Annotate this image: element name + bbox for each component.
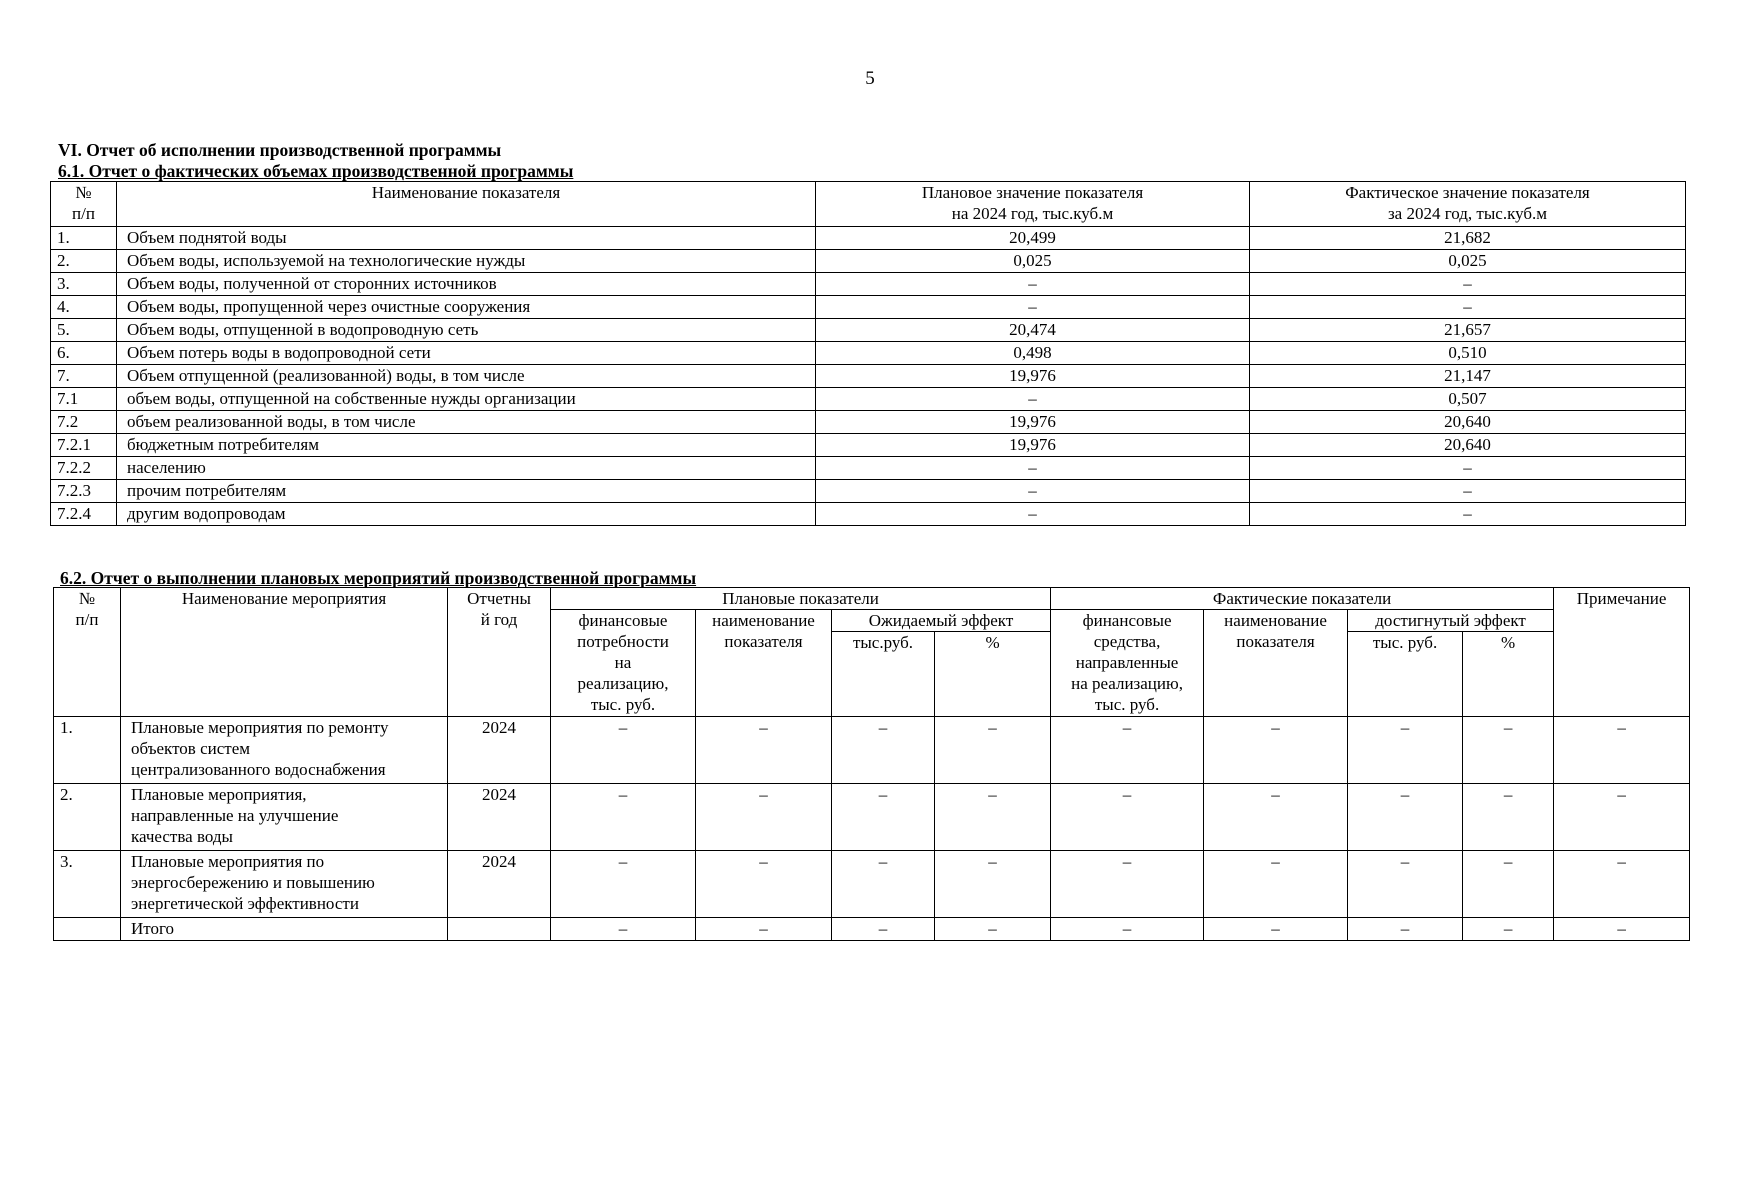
row-num: 5. [51, 319, 117, 342]
row-fact-value: 0,510 [1250, 342, 1686, 365]
row-fact-financial: – [1051, 717, 1204, 784]
row-indicator-name: объем реализованной воды, в том числе [117, 411, 816, 434]
row-measure-name: Плановые мероприятия по энергосбережению и повышению энергетической эффективности [121, 851, 448, 918]
table-row [51, 480, 1686, 503]
row-num: 7.2 [51, 411, 117, 434]
row-plan-value: – [816, 273, 1250, 296]
row-num: 7.1 [51, 388, 117, 411]
table-row [51, 250, 1686, 273]
row-fact-value: – [1250, 480, 1686, 503]
row-num: 7. [51, 365, 117, 388]
row-fact-rub: – [1348, 851, 1463, 918]
total-plan-pct: – [935, 918, 1051, 941]
row-fact-value: – [1250, 296, 1686, 319]
row-fact-rub: – [1348, 717, 1463, 784]
row-note: – [1554, 851, 1690, 918]
header-achieved-effect: достигнутый эффект [1348, 610, 1554, 632]
header-plan-rub: тыс.руб. [832, 632, 935, 717]
total-fact-rub: – [1348, 918, 1463, 941]
row-fact-value: 21,682 [1250, 227, 1686, 250]
row-measure-name: Плановые мероприятия, направленные на улучшение качества воды [121, 784, 448, 851]
header-indicator-name: Наименование показателя [117, 182, 816, 227]
row-num: 6. [51, 342, 117, 365]
row-plan-rub: – [832, 784, 935, 851]
table-row [54, 851, 1690, 918]
section-6-1-title: 6.1. Отчет о фактических объемах производственной программы [58, 161, 574, 181]
table-row [51, 227, 1686, 250]
row-fact-indicator: – [1204, 784, 1348, 851]
table-row [51, 457, 1686, 480]
header-num: № п/п [54, 588, 121, 717]
total-note: – [1554, 918, 1690, 941]
row-measure-name: Плановые мероприятия по ремонту объектов систем централизованного водоснабжения [121, 717, 448, 784]
total-row [54, 918, 1690, 941]
table-header-row [51, 182, 1686, 227]
row-num: 1. [54, 717, 121, 784]
header-plan-indicator: наименование показателя [696, 610, 832, 717]
row-plan-value: 19,976 [816, 434, 1250, 457]
table-row [51, 296, 1686, 319]
row-fact-rub: – [1348, 784, 1463, 851]
row-plan-pct: – [935, 851, 1051, 918]
row-num: 4. [51, 296, 117, 319]
row-indicator-name: Объем воды, полученной от сторонних источников [117, 273, 816, 296]
row-plan-indicator: – [696, 717, 832, 784]
row-fact-value: – [1250, 503, 1686, 526]
header-plan-financial-needs: финансовые потребности на реализацию, тыс. руб. [551, 610, 696, 717]
row-plan-indicator: – [696, 784, 832, 851]
total-fact-pct: – [1463, 918, 1554, 941]
row-plan-value: 19,976 [816, 365, 1250, 388]
row-plan-value: – [816, 388, 1250, 411]
row-plan-value: 19,976 [816, 411, 1250, 434]
row-plan-value: – [816, 296, 1250, 319]
total-num-empty [54, 918, 121, 941]
row-num: 2. [54, 784, 121, 851]
row-fact-financial: – [1051, 851, 1204, 918]
row-fact-value: 20,640 [1250, 411, 1686, 434]
page-number: 5 [865, 68, 875, 89]
header-plan-value: Плановое значение показателя на 2024 год, тыс.куб.м [816, 182, 1250, 227]
row-note: – [1554, 717, 1690, 784]
row-indicator-name: Объем воды, пропущенной через очистные сооружения [117, 296, 816, 319]
row-plan-rub: – [832, 717, 935, 784]
section-6-2-title: 6.2. Отчет о выполнении плановых мероприятий производственной программы [60, 568, 697, 588]
row-plan-pct: – [935, 717, 1051, 784]
total-plan-indicator: – [696, 918, 832, 941]
row-num: 3. [54, 851, 121, 918]
row-plan-financial: – [551, 717, 696, 784]
row-fact-value: – [1250, 457, 1686, 480]
row-fact-indicator: – [1204, 717, 1348, 784]
total-fact-indicator: – [1204, 918, 1348, 941]
row-num: 7.2.3 [51, 480, 117, 503]
row-num: 7.2.2 [51, 457, 117, 480]
row-plan-indicator: – [696, 851, 832, 918]
row-fact-pct: – [1463, 851, 1554, 918]
table-row [51, 503, 1686, 526]
row-fact-value: – [1250, 273, 1686, 296]
row-plan-value: – [816, 480, 1250, 503]
row-plan-value: 0,025 [816, 250, 1250, 273]
total-fact-financial: – [1051, 918, 1204, 941]
row-plan-value: – [816, 503, 1250, 526]
row-indicator-name: бюджетным потребителям [117, 434, 816, 457]
total-plan-financial: – [551, 918, 696, 941]
header-measure-name: Наименование мероприятия [121, 588, 448, 717]
row-note: – [1554, 784, 1690, 851]
row-indicator-name: Объем потерь воды в водопроводной сети [117, 342, 816, 365]
row-fact-value: 0,025 [1250, 250, 1686, 273]
row-fact-indicator: – [1204, 851, 1348, 918]
row-plan-value: 20,499 [816, 227, 1250, 250]
header-fact-group: Фактические показатели [1051, 588, 1554, 610]
row-num: 1. [51, 227, 117, 250]
row-num: 7.2.4 [51, 503, 117, 526]
row-year: 2024 [448, 717, 551, 784]
total-year-empty [448, 918, 551, 941]
table-row [51, 388, 1686, 411]
row-plan-value: 0,498 [816, 342, 1250, 365]
table-row [51, 411, 1686, 434]
row-year: 2024 [448, 784, 551, 851]
header-plan-group: Плановые показатели [551, 588, 1051, 610]
row-fact-financial: – [1051, 784, 1204, 851]
row-plan-financial: – [551, 784, 696, 851]
header-fact-pct: % [1463, 632, 1554, 717]
total-plan-rub: – [832, 918, 935, 941]
section-vi-title: VI. Отчет об исполнении производственной программы [58, 140, 502, 160]
row-indicator-name: другим водопроводам [117, 503, 816, 526]
header-fact-indicator: наименование показателя [1204, 610, 1348, 717]
table-row [54, 784, 1690, 851]
header-fact-financial-means: финансовые средства, направленные на реализацию, тыс. руб. [1051, 610, 1204, 717]
row-fact-pct: – [1463, 784, 1554, 851]
table-row [51, 319, 1686, 342]
row-indicator-name: населению [117, 457, 816, 480]
table-header-row [54, 588, 1690, 610]
planned-measures-table [53, 587, 1690, 941]
header-report-year: Отчетны й год [448, 588, 551, 717]
table-row [51, 365, 1686, 388]
row-plan-pct: – [935, 784, 1051, 851]
total-label: Итого [121, 918, 448, 941]
row-fact-value: 21,657 [1250, 319, 1686, 342]
row-plan-value: 20,474 [816, 319, 1250, 342]
row-indicator-name: Объем воды, отпущенной в водопроводную сеть [117, 319, 816, 342]
table-row [51, 434, 1686, 457]
row-indicator-name: Объем воды, используемой на технологические нужды [117, 250, 816, 273]
row-year: 2024 [448, 851, 551, 918]
actual-volumes-table [50, 181, 1686, 526]
row-fact-value: 0,507 [1250, 388, 1686, 411]
row-fact-value: 21,147 [1250, 365, 1686, 388]
table-row [51, 273, 1686, 296]
header-expected-effect: Ожидаемый эффект [832, 610, 1051, 632]
row-indicator-name: объем воды, отпущенной на собственные нужды организации [117, 388, 816, 411]
header-num: № п/п [51, 182, 117, 227]
header-fact-rub: тыс. руб. [1348, 632, 1463, 717]
row-plan-value: – [816, 457, 1250, 480]
row-plan-financial: – [551, 851, 696, 918]
row-fact-pct: – [1463, 717, 1554, 784]
header-fact-value: Фактическое значение показателя за 2024 год, тыс.куб.м [1250, 182, 1686, 227]
row-fact-value: 20,640 [1250, 434, 1686, 457]
row-plan-rub: – [832, 851, 935, 918]
table-row [51, 342, 1686, 365]
row-indicator-name: Объем отпущенной (реализованной) воды, в том числе [117, 365, 816, 388]
table-row [54, 717, 1690, 784]
row-num: 2. [51, 250, 117, 273]
header-plan-pct: % [935, 632, 1051, 717]
row-num: 3. [51, 273, 117, 296]
row-indicator-name: прочим потребителям [117, 480, 816, 503]
row-num: 7.2.1 [51, 434, 117, 457]
row-indicator-name: Объем поднятой воды [117, 227, 816, 250]
header-note: Примечание [1554, 588, 1690, 717]
